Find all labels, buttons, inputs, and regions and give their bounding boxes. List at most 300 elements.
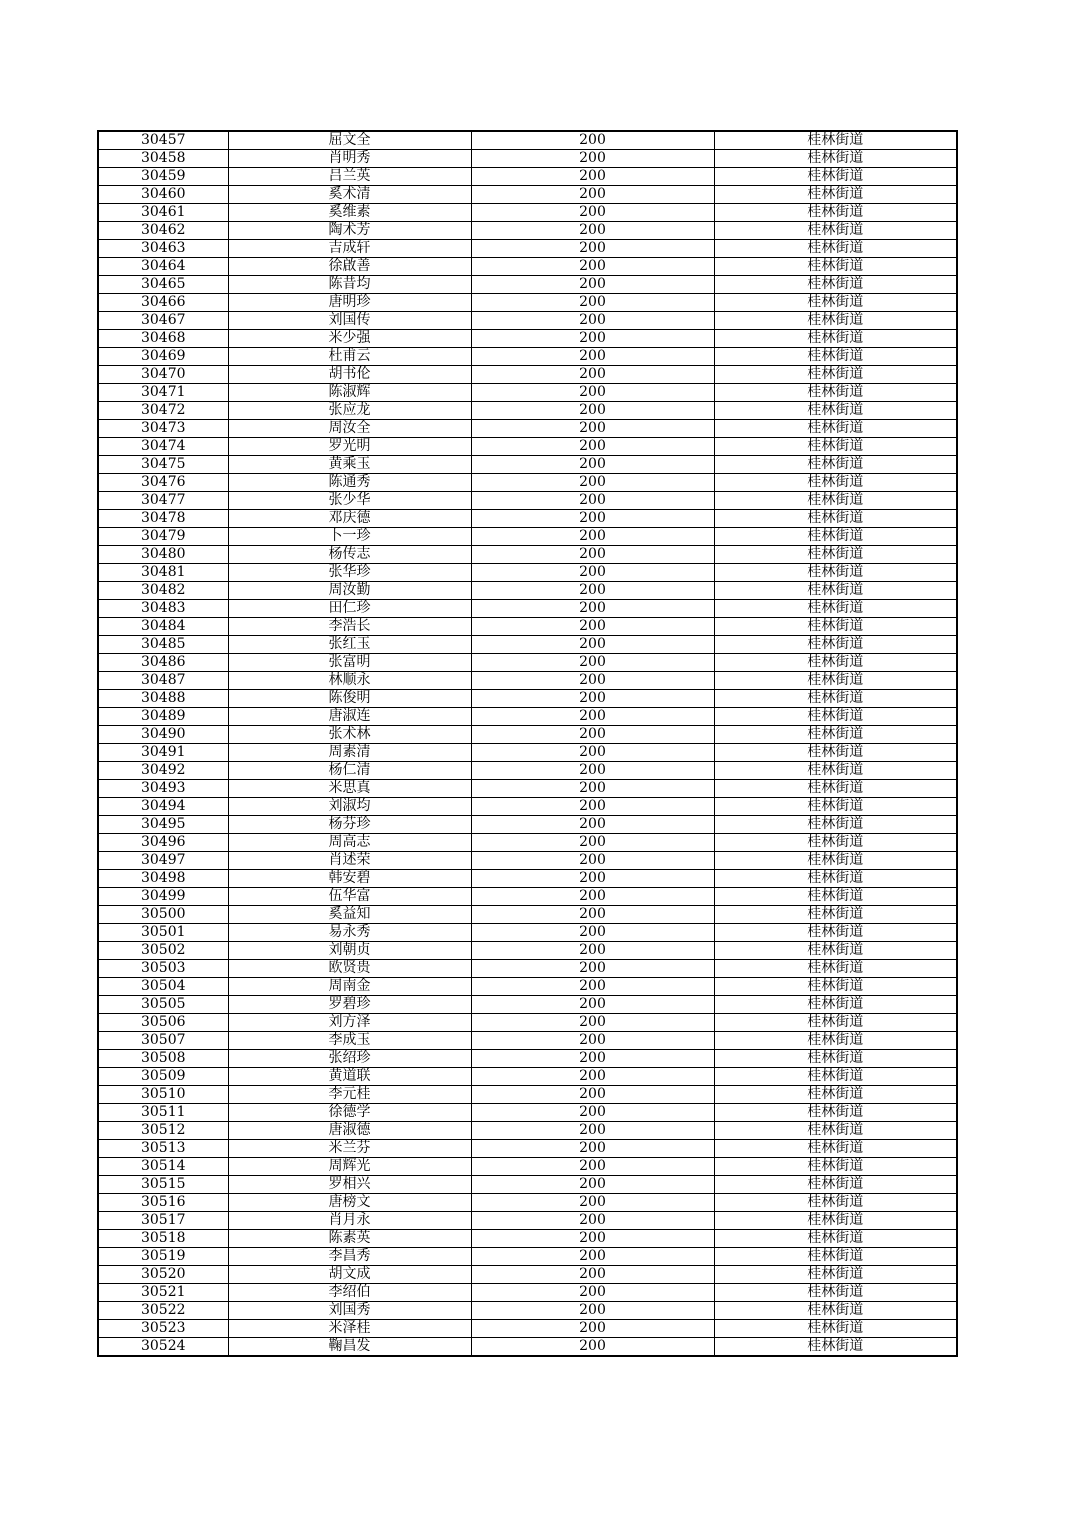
amount-cell: 200 (471, 834, 714, 852)
name-cell: 米思真 (228, 780, 471, 798)
table-row (98, 1248, 957, 1266)
table-row (98, 294, 957, 312)
street-cell: 桂林街道 (714, 276, 957, 294)
serial-number-cell: 30491 (98, 744, 228, 762)
name-cell: 陈俊明 (228, 690, 471, 708)
table-row (98, 348, 957, 366)
serial-number-cell: 30463 (98, 240, 228, 258)
street-cell: 桂林街道 (714, 1068, 957, 1086)
amount-cell: 200 (471, 366, 714, 384)
table-row (98, 942, 957, 960)
amount-cell: 200 (471, 1320, 714, 1338)
serial-number-cell: 30499 (98, 888, 228, 906)
table-row (98, 600, 957, 618)
table-row (98, 672, 957, 690)
serial-number-cell: 30483 (98, 600, 228, 618)
name-cell: 伍华富 (228, 888, 471, 906)
amount-cell: 200 (471, 330, 714, 348)
name-cell: 张绍珍 (228, 1050, 471, 1068)
street-cell: 桂林街道 (714, 1284, 957, 1302)
amount-cell: 200 (471, 474, 714, 492)
serial-number-cell: 30521 (98, 1284, 228, 1302)
amount-cell: 200 (471, 258, 714, 276)
street-cell: 桂林街道 (714, 654, 957, 672)
street-cell: 桂林街道 (714, 1248, 957, 1266)
street-cell: 桂林街道 (714, 1212, 957, 1230)
serial-number-cell: 30518 (98, 1230, 228, 1248)
name-cell: 徐德学 (228, 1104, 471, 1122)
amount-cell: 200 (471, 222, 714, 240)
serial-number-cell: 30497 (98, 852, 228, 870)
serial-number-cell: 30457 (98, 131, 228, 150)
table-row (98, 780, 957, 798)
table-row (98, 798, 957, 816)
amount-cell: 200 (471, 348, 714, 366)
serial-number-cell: 30504 (98, 978, 228, 996)
table-row (98, 960, 957, 978)
serial-number-cell: 30482 (98, 582, 228, 600)
street-cell: 桂林街道 (714, 834, 957, 852)
name-cell: 奚益知 (228, 906, 471, 924)
table-row (98, 690, 957, 708)
street-cell: 桂林街道 (714, 906, 957, 924)
serial-number-cell: 30515 (98, 1176, 228, 1194)
street-cell: 桂林街道 (714, 186, 957, 204)
table-row (98, 636, 957, 654)
amount-cell: 200 (471, 924, 714, 942)
name-cell: 黄乘玉 (228, 456, 471, 474)
street-cell: 桂林街道 (714, 384, 957, 402)
serial-number-cell: 30503 (98, 960, 228, 978)
amount-cell: 200 (471, 996, 714, 1014)
street-cell: 桂林街道 (714, 1338, 957, 1357)
name-cell: 唐榜文 (228, 1194, 471, 1212)
amount-cell: 200 (471, 888, 714, 906)
name-cell: 张术林 (228, 726, 471, 744)
amount-cell: 200 (471, 582, 714, 600)
name-cell: 周汝全 (228, 420, 471, 438)
name-cell: 李元桂 (228, 1086, 471, 1104)
table-row (98, 384, 957, 402)
amount-cell: 200 (471, 1266, 714, 1284)
amount-cell: 200 (471, 798, 714, 816)
amount-cell: 200 (471, 1248, 714, 1266)
table-row (98, 762, 957, 780)
amount-cell: 200 (471, 1032, 714, 1050)
name-cell: 刘国传 (228, 312, 471, 330)
street-cell: 桂林街道 (714, 1050, 957, 1068)
name-cell: 罗碧珍 (228, 996, 471, 1014)
name-cell: 周辉光 (228, 1158, 471, 1176)
street-cell: 桂林街道 (714, 546, 957, 564)
name-cell: 张红玉 (228, 636, 471, 654)
table-row (98, 186, 957, 204)
name-cell: 刘淑均 (228, 798, 471, 816)
street-cell: 桂林街道 (714, 131, 957, 150)
table-row (98, 204, 957, 222)
serial-number-cell: 30494 (98, 798, 228, 816)
amount-cell: 200 (471, 1212, 714, 1230)
name-cell: 李成玉 (228, 1032, 471, 1050)
name-cell: 米少强 (228, 330, 471, 348)
name-cell: 胡文成 (228, 1266, 471, 1284)
table-row (98, 744, 957, 762)
serial-number-cell: 30512 (98, 1122, 228, 1140)
amount-cell: 200 (471, 816, 714, 834)
name-cell: 米兰芬 (228, 1140, 471, 1158)
street-cell: 桂林街道 (714, 1014, 957, 1032)
serial-number-cell: 30459 (98, 168, 228, 186)
amount-cell: 200 (471, 906, 714, 924)
amount-cell: 200 (471, 942, 714, 960)
street-cell: 桂林街道 (714, 294, 957, 312)
name-cell: 屈文全 (228, 131, 471, 150)
amount-cell: 200 (471, 1086, 714, 1104)
serial-number-cell: 30477 (98, 492, 228, 510)
amount-cell: 200 (471, 780, 714, 798)
name-cell: 陈通秀 (228, 474, 471, 492)
table-row (98, 924, 957, 942)
street-cell: 桂林街道 (714, 1104, 957, 1122)
table-row (98, 1140, 957, 1158)
serial-number-cell: 30506 (98, 1014, 228, 1032)
table-row (98, 654, 957, 672)
street-cell: 桂林街道 (714, 1086, 957, 1104)
name-cell: 徐啟善 (228, 258, 471, 276)
table-row (98, 834, 957, 852)
amount-cell: 200 (471, 384, 714, 402)
table-row (98, 1284, 957, 1302)
name-cell: 唐淑连 (228, 708, 471, 726)
serial-number-cell: 30481 (98, 564, 228, 582)
name-cell: 刘方泽 (228, 1014, 471, 1032)
table-row (98, 1032, 957, 1050)
street-cell: 桂林街道 (714, 1230, 957, 1248)
serial-number-cell: 30498 (98, 870, 228, 888)
name-cell: 周汝勤 (228, 582, 471, 600)
table-row (98, 1014, 957, 1032)
name-cell: 米泽桂 (228, 1320, 471, 1338)
table-row (98, 1230, 957, 1248)
street-cell: 桂林街道 (714, 474, 957, 492)
serial-number-cell: 30474 (98, 438, 228, 456)
street-cell: 桂林街道 (714, 1194, 957, 1212)
street-cell: 桂林街道 (714, 258, 957, 276)
serial-number-cell: 30496 (98, 834, 228, 852)
amount-cell: 200 (471, 672, 714, 690)
street-cell: 桂林街道 (714, 996, 957, 1014)
serial-number-cell: 30487 (98, 672, 228, 690)
serial-number-cell: 30517 (98, 1212, 228, 1230)
table-row (98, 312, 957, 330)
table-row (98, 708, 957, 726)
table-row (98, 1212, 957, 1230)
street-cell: 桂林街道 (714, 510, 957, 528)
street-cell: 桂林街道 (714, 492, 957, 510)
serial-number-cell: 30466 (98, 294, 228, 312)
amount-cell: 200 (471, 1068, 714, 1086)
amount-cell: 200 (471, 420, 714, 438)
table-row (98, 150, 957, 168)
name-cell: 林顺永 (228, 672, 471, 690)
amount-cell: 200 (471, 204, 714, 222)
name-cell: 陈淑辉 (228, 384, 471, 402)
serial-number-cell: 30479 (98, 528, 228, 546)
serial-number-cell: 30484 (98, 618, 228, 636)
serial-number-cell: 30520 (98, 1266, 228, 1284)
table-row (98, 1338, 957, 1357)
street-cell: 桂林街道 (714, 240, 957, 258)
serial-number-cell: 30508 (98, 1050, 228, 1068)
name-cell: 唐明珍 (228, 294, 471, 312)
street-cell: 桂林街道 (714, 726, 957, 744)
table-row (98, 510, 957, 528)
table-row (98, 456, 957, 474)
amount-cell: 200 (471, 492, 714, 510)
serial-number-cell: 30522 (98, 1302, 228, 1320)
serial-number-cell: 30460 (98, 186, 228, 204)
amount-cell: 200 (471, 1230, 714, 1248)
street-cell: 桂林街道 (714, 816, 957, 834)
name-cell: 易永秀 (228, 924, 471, 942)
table-body (98, 131, 957, 1356)
street-cell: 桂林街道 (714, 1266, 957, 1284)
amount-cell: 200 (471, 510, 714, 528)
name-cell: 肖述荣 (228, 852, 471, 870)
serial-number-cell: 30493 (98, 780, 228, 798)
street-cell: 桂林街道 (714, 1302, 957, 1320)
amount-cell: 200 (471, 1104, 714, 1122)
table-row (98, 168, 957, 186)
street-cell: 桂林街道 (714, 708, 957, 726)
street-cell: 桂林街道 (714, 888, 957, 906)
serial-number-cell: 30507 (98, 1032, 228, 1050)
serial-number-cell: 30480 (98, 546, 228, 564)
name-cell: 张富明 (228, 654, 471, 672)
name-cell: 吕兰英 (228, 168, 471, 186)
table-row (98, 402, 957, 420)
table-row (98, 1320, 957, 1338)
street-cell: 桂林街道 (714, 780, 957, 798)
table-row (98, 564, 957, 582)
amount-cell: 200 (471, 528, 714, 546)
amount-cell: 200 (471, 870, 714, 888)
name-cell: 周素清 (228, 744, 471, 762)
street-cell: 桂林街道 (714, 924, 957, 942)
amount-cell: 200 (471, 618, 714, 636)
serial-number-cell: 30505 (98, 996, 228, 1014)
name-cell: 鞠昌发 (228, 1338, 471, 1357)
street-cell: 桂林街道 (714, 762, 957, 780)
name-cell: 唐淑德 (228, 1122, 471, 1140)
name-cell: 邓庆德 (228, 510, 471, 528)
street-cell: 桂林街道 (714, 168, 957, 186)
amount-cell: 200 (471, 726, 714, 744)
table-row (98, 852, 957, 870)
name-cell: 张少华 (228, 492, 471, 510)
amount-cell: 200 (471, 636, 714, 654)
street-cell: 桂林街道 (714, 312, 957, 330)
name-cell: 肖明秀 (228, 150, 471, 168)
amount-cell: 200 (471, 1158, 714, 1176)
name-cell: 刘朝贞 (228, 942, 471, 960)
serial-number-cell: 30470 (98, 366, 228, 384)
serial-number-cell: 30465 (98, 276, 228, 294)
amount-cell: 200 (471, 150, 714, 168)
amount-cell: 200 (471, 1050, 714, 1068)
table-row (98, 1194, 957, 1212)
name-cell: 吉成轩 (228, 240, 471, 258)
name-cell: 杨传志 (228, 546, 471, 564)
table-row (98, 978, 957, 996)
amount-cell: 200 (471, 402, 714, 420)
serial-number-cell: 30524 (98, 1338, 228, 1357)
street-cell: 桂林街道 (714, 1176, 957, 1194)
table-row (98, 906, 957, 924)
serial-number-cell: 30476 (98, 474, 228, 492)
amount-cell: 200 (471, 852, 714, 870)
name-cell: 肖月永 (228, 1212, 471, 1230)
table-row (98, 618, 957, 636)
street-cell: 桂林街道 (714, 1122, 957, 1140)
table-row (98, 870, 957, 888)
name-cell: 卜一珍 (228, 528, 471, 546)
name-cell: 田仁珍 (228, 600, 471, 618)
serial-number-cell: 30516 (98, 1194, 228, 1212)
street-cell: 桂林街道 (714, 600, 957, 618)
street-cell: 桂林街道 (714, 366, 957, 384)
serial-number-cell: 30511 (98, 1104, 228, 1122)
table-row (98, 330, 957, 348)
street-cell: 桂林街道 (714, 438, 957, 456)
name-cell: 韩安碧 (228, 870, 471, 888)
serial-number-cell: 30458 (98, 150, 228, 168)
amount-cell: 200 (471, 600, 714, 618)
serial-number-cell: 30469 (98, 348, 228, 366)
amount-cell: 200 (471, 546, 714, 564)
name-cell: 周高志 (228, 834, 471, 852)
amount-cell: 200 (471, 1194, 714, 1212)
serial-number-cell: 30462 (98, 222, 228, 240)
table-row (98, 546, 957, 564)
serial-number-cell: 30468 (98, 330, 228, 348)
amount-cell: 200 (471, 564, 714, 582)
serial-number-cell: 30486 (98, 654, 228, 672)
street-cell: 桂林街道 (714, 978, 957, 996)
table-row (98, 474, 957, 492)
serial-number-cell: 30501 (98, 924, 228, 942)
street-cell: 桂林街道 (714, 798, 957, 816)
name-cell: 罗相兴 (228, 1176, 471, 1194)
street-cell: 桂林街道 (714, 420, 957, 438)
table-row (98, 131, 957, 150)
street-cell: 桂林街道 (714, 1140, 957, 1158)
table-row (98, 582, 957, 600)
amount-cell: 200 (471, 438, 714, 456)
serial-number-cell: 30488 (98, 690, 228, 708)
table-row (98, 888, 957, 906)
serial-number-cell: 30473 (98, 420, 228, 438)
name-cell: 杜甫云 (228, 348, 471, 366)
serial-number-cell: 30495 (98, 816, 228, 834)
street-cell: 桂林街道 (714, 564, 957, 582)
amount-cell: 200 (471, 1122, 714, 1140)
amount-cell: 200 (471, 744, 714, 762)
amount-cell: 200 (471, 186, 714, 204)
table-row (98, 726, 957, 744)
table-row (98, 1086, 957, 1104)
table-row (98, 1122, 957, 1140)
serial-number-cell: 30519 (98, 1248, 228, 1266)
name-cell: 奚术清 (228, 186, 471, 204)
street-cell: 桂林街道 (714, 672, 957, 690)
serial-number-cell: 30513 (98, 1140, 228, 1158)
amount-cell: 200 (471, 1302, 714, 1320)
name-cell: 张华珍 (228, 564, 471, 582)
amount-cell: 200 (471, 762, 714, 780)
street-cell: 桂林街道 (714, 1032, 957, 1050)
serial-number-cell: 30492 (98, 762, 228, 780)
table-row (98, 258, 957, 276)
serial-number-cell: 30475 (98, 456, 228, 474)
street-cell: 桂林街道 (714, 690, 957, 708)
amount-cell: 200 (471, 240, 714, 258)
table-row (98, 222, 957, 240)
table-row (98, 528, 957, 546)
amount-cell: 200 (471, 1284, 714, 1302)
amount-cell: 200 (471, 131, 714, 150)
name-cell: 周南金 (228, 978, 471, 996)
street-cell: 桂林街道 (714, 636, 957, 654)
table-row (98, 492, 957, 510)
serial-number-cell: 30461 (98, 204, 228, 222)
amount-cell: 200 (471, 276, 714, 294)
serial-number-cell: 30467 (98, 312, 228, 330)
amount-cell: 200 (471, 978, 714, 996)
name-cell: 黄道联 (228, 1068, 471, 1086)
table-row (98, 1176, 957, 1194)
street-cell: 桂林街道 (714, 870, 957, 888)
serial-number-cell: 30500 (98, 906, 228, 924)
serial-number-cell: 30502 (98, 942, 228, 960)
table-row (98, 366, 957, 384)
serial-number-cell: 30523 (98, 1320, 228, 1338)
amount-cell: 200 (471, 690, 714, 708)
serial-number-cell: 30464 (98, 258, 228, 276)
serial-number-cell: 30489 (98, 708, 228, 726)
street-cell: 桂林街道 (714, 528, 957, 546)
name-cell: 李昌秀 (228, 1248, 471, 1266)
name-cell: 胡书伦 (228, 366, 471, 384)
name-cell: 李绍伯 (228, 1284, 471, 1302)
serial-number-cell: 30514 (98, 1158, 228, 1176)
table-row (98, 420, 957, 438)
street-cell: 桂林街道 (714, 222, 957, 240)
serial-number-cell: 30509 (98, 1068, 228, 1086)
name-cell: 刘国秀 (228, 1302, 471, 1320)
name-cell: 奚维素 (228, 204, 471, 222)
serial-number-cell: 30471 (98, 384, 228, 402)
street-cell: 桂林街道 (714, 618, 957, 636)
amount-cell: 200 (471, 312, 714, 330)
serial-number-cell: 30510 (98, 1086, 228, 1104)
name-cell: 杨芬珍 (228, 816, 471, 834)
street-cell: 桂林街道 (714, 960, 957, 978)
amount-cell: 200 (471, 1176, 714, 1194)
street-cell: 桂林街道 (714, 1320, 957, 1338)
street-cell: 桂林街道 (714, 1158, 957, 1176)
table-row (98, 1158, 957, 1176)
